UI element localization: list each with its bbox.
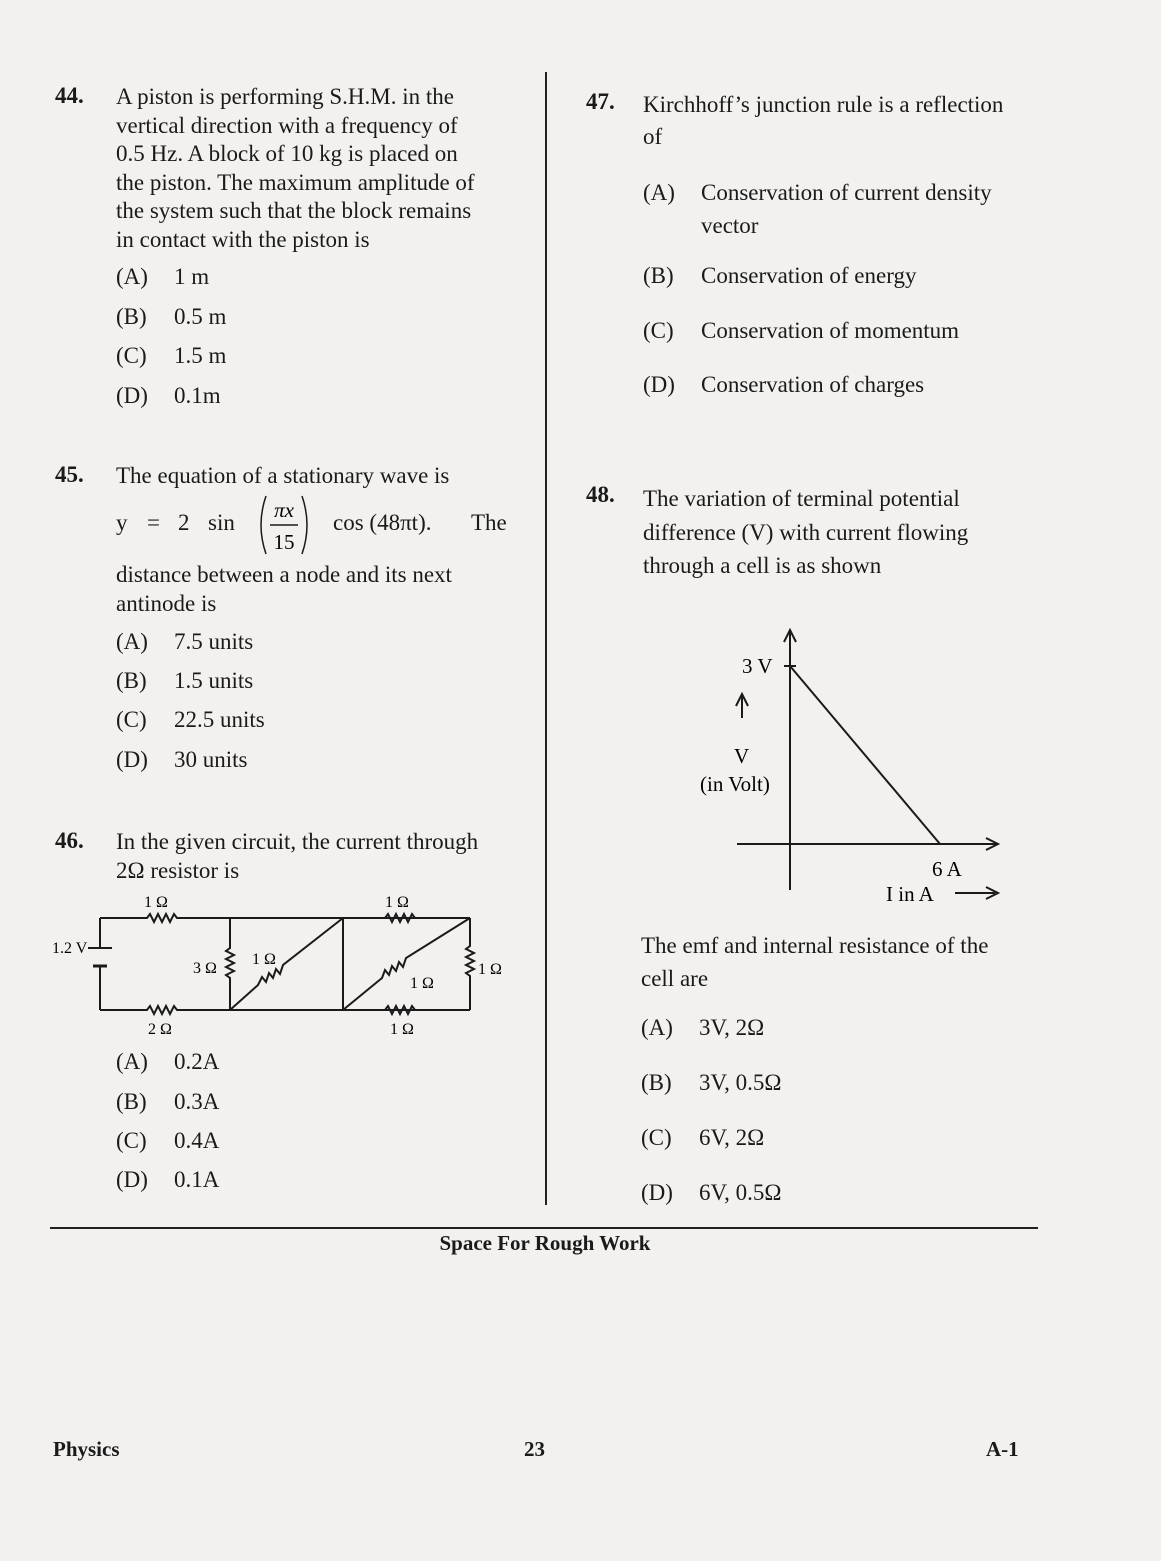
q45-text-cont	[116, 561, 511, 618]
q45-number: 45.	[55, 462, 84, 487]
resistor-bottom-left-label: 2 Ω	[148, 1021, 172, 1038]
q46-option-b[interactable]: (B) 0.3A	[116, 1089, 220, 1114]
q45-line: antinode is	[116, 590, 217, 616]
q45-text: The equation of a stationary wave is	[116, 463, 450, 488]
resistor-diagonal-left-label: 1 Ω	[252, 951, 276, 968]
q48-line: through a cell is as shown	[643, 553, 882, 578]
q47-option-a[interactable]: (A) Conservation of current density vector	[643, 180, 992, 238]
q44-option-c[interactable]: (C) 1.5 m	[116, 343, 227, 368]
q48-option-d[interactable]: (D) 6V, 0.5Ω	[641, 1180, 782, 1205]
q46-option-a[interactable]: (A) 0.2A	[116, 1049, 220, 1074]
q45-option-c[interactable]: (C) 22.5 units	[116, 707, 265, 732]
q48-option-c[interactable]: (C) 6V, 2Ω	[641, 1125, 765, 1150]
q47-number: 47.	[586, 89, 615, 114]
q48-line: cell are	[641, 966, 709, 991]
q46-circuit-diagram	[40, 888, 510, 1038]
q47-option-d[interactable]: (D) Conservation of charges	[643, 372, 925, 397]
resistor-top-right-label: 1 Ω	[385, 894, 409, 911]
q48-option-b[interactable]: (B) 3V, 0.5Ω	[641, 1070, 782, 1095]
q47-line: Kirchhoff’s junction rule is a reflection	[643, 92, 1004, 117]
q45-option-a[interactable]: (A) 7.5 units	[116, 629, 254, 654]
q48-line: difference (V) with current flowing	[643, 519, 969, 545]
q48-vi-graph	[690, 622, 1020, 912]
q48-line: The variation of terminal potential	[643, 486, 960, 511]
footer-paper-code: A-1	[986, 1437, 1019, 1461]
q45-fraction-denominator: 15	[273, 530, 295, 554]
graph-x-intercept-label: 6 A	[932, 857, 962, 881]
q44-line: A piston is performing S.H.M. in the	[116, 84, 454, 109]
q45-line: distance between a node and its next	[116, 562, 452, 587]
q47-option-c[interactable]: (C) Conservation of momentum	[643, 318, 960, 343]
q48-option-a[interactable]: (A) 3V, 2Ω	[641, 1015, 765, 1040]
q44-line: in contact with the piston is	[116, 226, 370, 252]
q45-fraction	[256, 492, 312, 558]
q47-text	[643, 89, 1043, 153]
q46-line: 2Ω resistor is	[116, 857, 240, 883]
resistor-vertical-right-label: 1 Ω	[478, 961, 502, 978]
q48-number: 48.	[586, 482, 615, 507]
q46-option-c[interactable]: (C) 0.4A	[116, 1128, 220, 1153]
q44-number: 44.	[55, 83, 84, 108]
q45-fraction-numerator: πx	[274, 498, 294, 522]
resistor-diagonal-right-label: 1 Ω	[410, 975, 434, 992]
battery-label: 1.2 V	[52, 940, 88, 957]
q44-text	[116, 83, 511, 254]
footer-page-number: 23	[524, 1437, 545, 1461]
resistor-top-left-label: 1 Ω	[144, 894, 168, 911]
resistor-bottom-right-label: 1 Ω	[390, 1021, 414, 1038]
graph-y-axis-symbol: V	[734, 744, 750, 768]
q45-option-d[interactable]: (D) 30 units	[116, 747, 248, 772]
q48-text-cont	[641, 929, 1037, 995]
column-divider	[545, 72, 547, 1205]
q44-option-d[interactable]: (D) 0.1m	[116, 383, 221, 408]
q44-option-a[interactable]: (A) 1 m	[116, 264, 210, 289]
q48-line: The emf and internal resistance of the	[641, 933, 989, 958]
q44-line: vertical direction with a frequency of	[116, 112, 458, 138]
q46-text	[116, 828, 511, 885]
rough-work-label: Space For Rough Work	[439, 1231, 651, 1255]
q45-option-b[interactable]: (B) 1.5 units	[116, 668, 254, 693]
footer-subject: Physics	[53, 1437, 120, 1461]
q46-option-d[interactable]: (D) 0.1A	[116, 1167, 220, 1192]
q48-text	[643, 482, 1037, 583]
q44-line: the piston. The maximum amplitude of	[116, 169, 475, 195]
q44-line: 0.5 Hz. A block of 10 kg is placed on	[116, 141, 458, 166]
resistor-vertical-left-label: 3 Ω	[193, 960, 217, 977]
q44-option-b[interactable]: (B) 0.5 m	[116, 304, 227, 329]
graph-y-axis-unit: (in Volt)	[700, 772, 770, 796]
graph-x-axis-label: I in A	[886, 882, 934, 906]
q46-number: 46.	[55, 828, 84, 853]
q46-line: In the given circuit, the current through	[116, 829, 479, 854]
graph-y-intercept-label: 3 V	[742, 654, 773, 678]
q44-line: the system such that the block remains	[116, 198, 472, 223]
q47-option-b[interactable]: (B) Conservation of energy	[643, 263, 917, 288]
q47-line: of	[643, 124, 663, 149]
rough-work-divider	[50, 1227, 1038, 1229]
